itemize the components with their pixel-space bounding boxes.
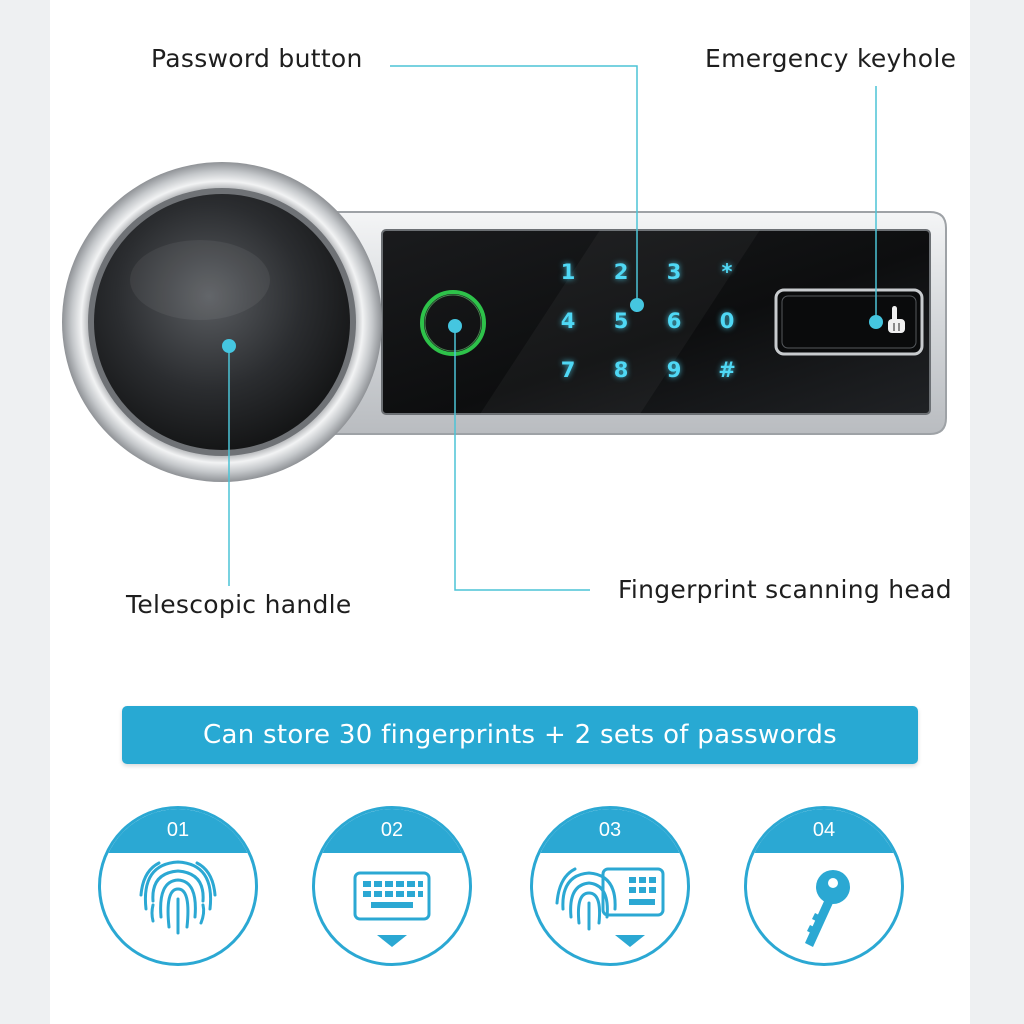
feature-number: 01 (166, 819, 190, 841)
fingerprint-icon (101, 809, 255, 963)
feature-number: 02 (380, 819, 404, 841)
label-fingerprint-head: Fingerprint scanning head (618, 575, 952, 604)
callout-dot-keyhole (869, 315, 883, 329)
keypad-key[interactable]: 5 (613, 309, 629, 333)
keypad-key[interactable]: 8 (613, 358, 629, 382)
keypad-key[interactable]: 3 (666, 260, 682, 284)
keypad-key[interactable]: 6 (666, 309, 682, 333)
keypad-key[interactable]: 4 (560, 309, 576, 333)
down-arrow-icon (615, 935, 645, 947)
label-emergency-keyhole: Emergency keyhole (705, 44, 957, 73)
fingerprint-keyboard-icon (533, 809, 687, 963)
callout-dot-fingerprint (448, 319, 462, 333)
feature-circle-keyboard (312, 806, 472, 966)
banner-text: Can store 30 fingerprints + 2 sets of passwords (203, 720, 837, 750)
keypad-key[interactable]: # (718, 358, 736, 382)
keypad-key[interactable]: 1 (560, 260, 576, 284)
feature-circle-fingerprint-keyboard (530, 806, 690, 966)
capacity-banner (122, 706, 918, 764)
feature-circle-fingerprint (98, 806, 258, 966)
label-password-button: Password button (151, 44, 363, 73)
feature-number: 04 (812, 819, 836, 841)
keypad-key[interactable]: 0 (719, 309, 735, 333)
down-arrow-icon (377, 935, 407, 947)
label-telescopic-handle: Telescopic handle (126, 590, 352, 619)
key-icon (747, 809, 901, 963)
feature-circle-key (744, 806, 904, 966)
keyboard-icon (315, 809, 469, 963)
keypad-key[interactable]: 9 (666, 358, 682, 382)
keypad-key[interactable]: * (721, 260, 733, 284)
keypad-key[interactable]: 2 (613, 260, 629, 284)
feature-number: 03 (598, 819, 622, 841)
telescopic-handle-knob[interactable] (94, 194, 350, 450)
keypad-key[interactable]: 7 (560, 358, 576, 382)
callout-dot-handle (222, 339, 236, 353)
